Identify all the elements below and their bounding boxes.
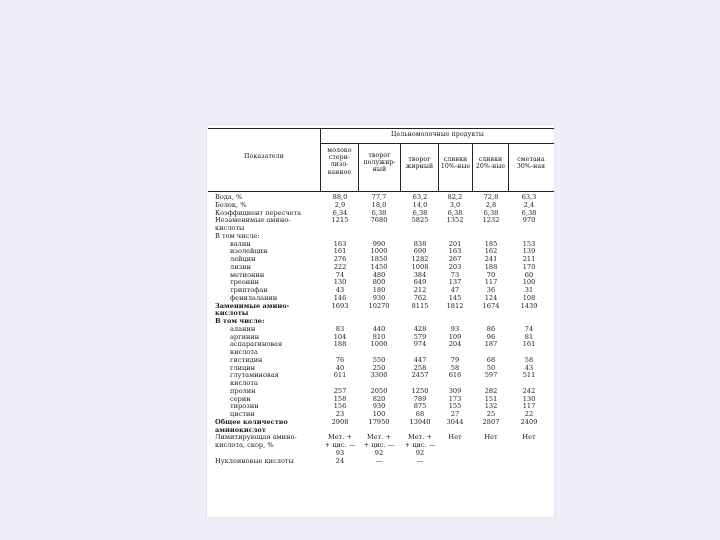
row-label: кислоты xyxy=(215,309,249,318)
row-value: 58 xyxy=(524,355,534,364)
row-value: 96 xyxy=(486,332,496,341)
row-value: 81 xyxy=(524,332,534,341)
row-value: 1674 xyxy=(482,301,500,310)
row-value: 60 xyxy=(524,270,534,279)
row-label: гистидин xyxy=(230,355,263,364)
row-value: 155 xyxy=(448,402,462,411)
row-value: — xyxy=(375,456,383,465)
row-value: 63,2 xyxy=(412,193,428,201)
row-label: цистин xyxy=(230,410,255,418)
row-label: треонин xyxy=(230,278,259,287)
row-value: 43 xyxy=(335,286,345,294)
row-value: 990 xyxy=(372,239,386,248)
row-value: 6,38 xyxy=(447,208,463,217)
row-value: 31 xyxy=(524,286,534,294)
row-value: 130 xyxy=(333,278,347,287)
row-value: 36 xyxy=(486,286,496,294)
row-value: 14,0 xyxy=(412,200,428,209)
row-value: 173 xyxy=(448,394,462,403)
row-value: 146 xyxy=(333,293,347,302)
row-value: 212 xyxy=(413,286,427,294)
row-value: 185 xyxy=(484,239,498,248)
row-value: 170 xyxy=(522,262,536,271)
row-value: 6,38 xyxy=(371,208,387,217)
row-value: 550 xyxy=(372,355,386,364)
row-label: тирозин xyxy=(230,402,259,411)
row-value: + цис. — xyxy=(363,441,395,449)
row-value: 132 xyxy=(484,402,498,411)
row-value: 17950 xyxy=(368,417,390,426)
row-value: 6,38 xyxy=(412,208,428,217)
row-value: 211 xyxy=(522,255,536,263)
row-value: 250 xyxy=(372,363,386,372)
row-label: Лимитирующая амино- xyxy=(215,433,297,442)
row-value: 3,0 xyxy=(449,200,461,209)
row-value: + цис. — xyxy=(404,441,436,449)
row-value: 117 xyxy=(484,278,498,287)
row-value: 86 xyxy=(486,324,496,333)
row-label: аланин xyxy=(230,324,256,333)
row-label: аспарагиновая xyxy=(230,340,283,349)
row-value: Нет xyxy=(522,433,536,442)
row-value: 74 xyxy=(524,324,534,333)
row-value: 267 xyxy=(448,255,462,263)
row-value: 162 xyxy=(484,247,498,256)
row-value: 2807 xyxy=(482,417,500,426)
row-label: лизин xyxy=(230,262,251,271)
table-top-rule xyxy=(208,128,554,129)
row-value: 163 xyxy=(448,247,462,256)
row-label: Незаменимые амино- xyxy=(215,216,291,225)
row-value: 79 xyxy=(450,355,460,364)
row-value: Нет xyxy=(484,433,498,442)
row-value: 88,0 xyxy=(332,193,348,201)
row-value: 104 xyxy=(333,332,347,341)
row-value: 151 xyxy=(484,394,498,403)
row-value: 76 xyxy=(335,355,345,364)
group-header-rule xyxy=(320,143,554,144)
row-value: 10270 xyxy=(368,301,390,310)
row-label: валин xyxy=(230,239,251,248)
row-value: 579 xyxy=(413,332,427,341)
row-value: 616 xyxy=(448,371,462,380)
row-label: глутаминовая xyxy=(230,371,279,380)
group-header-title: Цельномолочные продукты xyxy=(391,131,484,138)
row-value: 201 xyxy=(448,239,462,248)
row-value: 13940 xyxy=(409,417,431,426)
scanned-table-page xyxy=(207,125,554,517)
table-row xyxy=(207,372,554,380)
row-value: 18,0 xyxy=(371,200,387,209)
row-value: 511 xyxy=(522,371,536,380)
row-label: кислота xyxy=(230,379,258,387)
row-value: 23 xyxy=(335,410,345,418)
row-value: 800 xyxy=(372,278,386,287)
row-value: 72,8 xyxy=(483,193,499,201)
row-value: 93 xyxy=(450,324,460,333)
row-label: лейцин xyxy=(230,255,256,263)
row-value: 163 xyxy=(333,239,347,248)
row-label: В том числе: xyxy=(215,231,260,240)
row-value: 124 xyxy=(484,293,498,302)
row-label: Коэффициент пересчета xyxy=(215,208,302,217)
row-value: 480 xyxy=(372,270,386,279)
row-value: 282 xyxy=(484,386,498,395)
row-value: 258 xyxy=(413,363,427,372)
row-value: 2050 xyxy=(370,386,388,395)
row-label: В том числе: xyxy=(215,317,265,325)
row-value: 690 xyxy=(413,247,427,256)
column-header: творог жирный xyxy=(405,156,434,171)
row-value: 440 xyxy=(372,324,386,333)
row-value: 930 xyxy=(372,402,386,411)
row-value: 180 xyxy=(372,286,386,294)
row-value: 6,38 xyxy=(483,208,499,217)
row-value: 1250 xyxy=(411,386,429,395)
row-value: 649 xyxy=(413,278,427,287)
row-value: — xyxy=(416,456,424,465)
row-value: 108 xyxy=(522,293,536,302)
row-value: 1282 xyxy=(411,255,429,263)
row-value: 40 xyxy=(335,363,345,372)
table-row xyxy=(207,217,554,225)
row-value: 27 xyxy=(450,410,460,418)
row-value: 597 xyxy=(484,371,498,380)
row-value: 153 xyxy=(522,239,536,248)
row-value: 820 xyxy=(372,394,386,403)
row-value: 187 xyxy=(484,340,498,349)
row-value: 1352 xyxy=(446,216,464,225)
table-header xyxy=(207,125,554,192)
row-value: 109 xyxy=(448,332,462,341)
row-value: 161 xyxy=(333,247,347,256)
row-value: 1693 xyxy=(331,301,349,310)
row-label: аргинин xyxy=(230,332,260,341)
header-bottom-rule xyxy=(208,191,554,192)
row-label: триптофан xyxy=(230,286,268,294)
row-label: Заменимые амино- xyxy=(215,301,290,310)
row-value: 1008 xyxy=(411,262,429,271)
row-label: аминокислот xyxy=(215,425,266,434)
row-value: 2,4 xyxy=(523,200,535,209)
row-value: 5825 xyxy=(411,216,429,225)
row-value: 2409 xyxy=(520,417,538,426)
row-label: Общее количество xyxy=(215,417,288,426)
row-label: кислота xyxy=(230,348,258,356)
row-value: 1812 xyxy=(446,301,464,310)
row-value: 241 xyxy=(484,255,498,263)
row-value: 6,38 xyxy=(521,208,537,217)
row-value: 24 xyxy=(335,456,345,465)
row-label: Вода, % xyxy=(215,193,243,201)
row-value: Мет. + xyxy=(366,433,392,442)
row-value: 100 xyxy=(372,410,386,418)
row-label: Белок, % xyxy=(215,200,247,209)
column-header: молоко стери- лизо- ванное xyxy=(327,147,352,176)
row-value: 93 xyxy=(335,448,345,457)
row-label: Нуклеиновые кислоты xyxy=(215,456,294,465)
row-value: 47 xyxy=(450,286,460,294)
row-value: 2,9 xyxy=(334,200,346,209)
row-value: 68 xyxy=(415,410,425,418)
row-value: 789 xyxy=(413,394,427,403)
row-value: 1000 xyxy=(370,340,388,349)
row-value: 1232 xyxy=(482,216,500,225)
row-value: 63,3 xyxy=(521,193,537,201)
row-value: 611 xyxy=(333,371,347,380)
row-value: 1439 xyxy=(520,301,538,310)
table-row xyxy=(207,341,554,349)
row-value: 447 xyxy=(413,355,427,364)
row-value: 68 xyxy=(486,355,496,364)
row-value: 838 xyxy=(413,239,427,248)
row-value: 117 xyxy=(522,402,536,411)
row-label: глицин xyxy=(230,363,256,372)
row-value: 309 xyxy=(448,386,462,395)
row-value: 82,2 xyxy=(447,193,463,201)
row-value: 25 xyxy=(486,410,496,418)
row-value: 83 xyxy=(335,324,345,333)
row-value: 3044 xyxy=(446,417,464,426)
table-body xyxy=(207,194,554,465)
row-value: 384 xyxy=(413,270,427,279)
row-value: 2457 xyxy=(411,371,429,380)
row-value: 6,34 xyxy=(332,208,348,217)
row-value: 875 xyxy=(413,402,427,411)
row-value: 161 xyxy=(522,340,536,349)
row-value: 74 xyxy=(335,270,345,279)
column-header: сливки 10%-ные xyxy=(440,156,471,171)
row-value: 130 xyxy=(522,394,536,403)
row-label: метионин xyxy=(230,270,265,279)
row-label: фенилаланин xyxy=(230,293,278,302)
table-row xyxy=(207,458,554,466)
row-value: 8115 xyxy=(411,301,429,310)
row-value: 145 xyxy=(448,293,462,302)
row-value: 50 xyxy=(486,363,496,372)
row-value: 257 xyxy=(333,386,347,395)
row-label: кислота, скор, % xyxy=(215,441,274,449)
row-value: 2,8 xyxy=(485,200,497,209)
row-label: серин xyxy=(230,394,251,403)
row-value: 156 xyxy=(333,402,347,411)
row-value: 58 xyxy=(450,363,460,372)
row-value: 428 xyxy=(413,324,427,333)
row-value: + цис. — xyxy=(324,441,356,449)
row-value: 188 xyxy=(333,340,347,349)
row-value: Мет. + xyxy=(407,433,433,442)
row-value: Мет. + xyxy=(327,433,353,442)
row-value: 1450 xyxy=(370,262,388,271)
row-value: 204 xyxy=(448,340,462,349)
row-value: 188 xyxy=(484,262,498,271)
row-value: 276 xyxy=(333,255,347,263)
row-value: 1000 xyxy=(370,247,388,256)
row-value: 7680 xyxy=(370,216,388,225)
row-value: 1850 xyxy=(370,255,388,263)
row-value: 43 xyxy=(524,363,534,372)
row-value: 139 xyxy=(522,247,536,256)
row-value: 100 xyxy=(522,278,536,287)
row-value: 970 xyxy=(522,216,536,225)
row-value: Нет xyxy=(448,433,462,442)
row-value: 73 xyxy=(450,270,460,279)
row-value: 22 xyxy=(524,410,534,418)
indicator-header: Показатели xyxy=(244,153,284,160)
row-value: 92 xyxy=(415,448,425,457)
row-value: 810 xyxy=(372,332,386,341)
row-value: 974 xyxy=(413,340,427,349)
row-value: 203 xyxy=(448,262,462,271)
row-value: 77,7 xyxy=(371,193,387,201)
row-label: изолейцин xyxy=(230,247,268,256)
row-value: 158 xyxy=(333,394,347,403)
row-value: 70 xyxy=(486,270,496,279)
row-value: 137 xyxy=(448,278,462,287)
row-value: 762 xyxy=(413,293,427,302)
row-value: 930 xyxy=(372,293,386,302)
column-header: творог полужир- ный xyxy=(363,152,396,174)
row-value: 2908 xyxy=(331,417,349,426)
row-label: пролин xyxy=(230,386,256,395)
row-value: 1215 xyxy=(331,216,349,225)
row-value: 222 xyxy=(333,262,347,271)
row-value: 92 xyxy=(374,448,384,457)
table-row xyxy=(207,303,554,311)
row-value: 3300 xyxy=(370,371,388,380)
row-value: 242 xyxy=(522,386,536,395)
column-header: сметана 30%-ная xyxy=(516,156,546,171)
column-header: сливки 20%-ные xyxy=(475,156,506,171)
row-label: кислоты xyxy=(215,224,245,232)
